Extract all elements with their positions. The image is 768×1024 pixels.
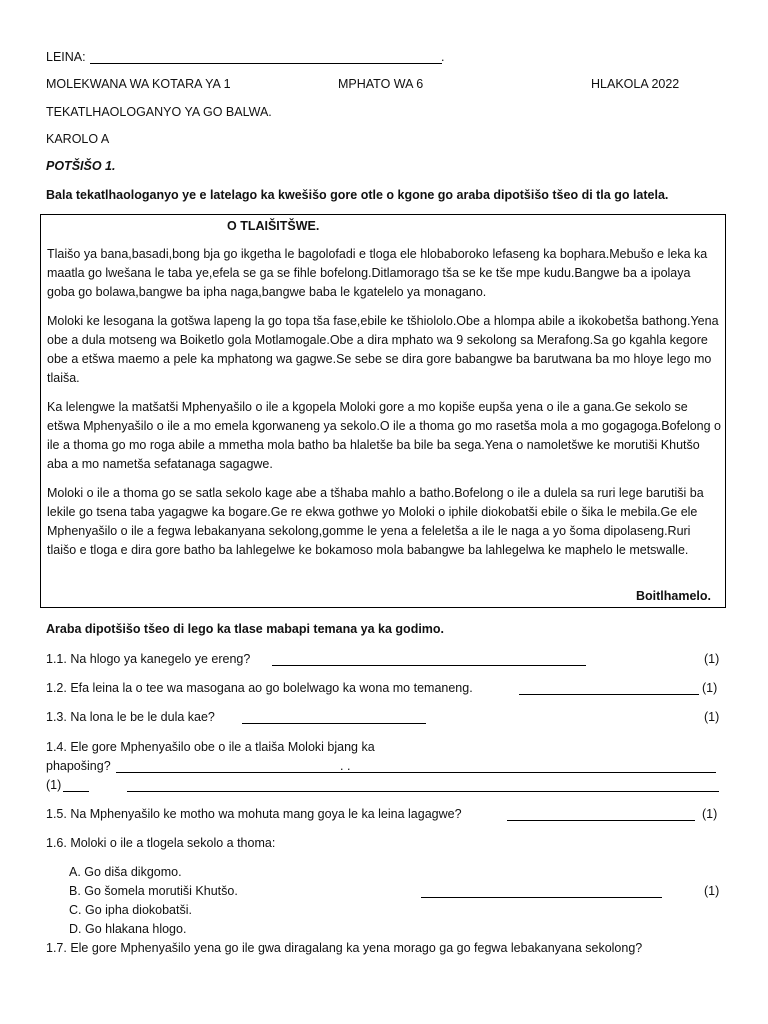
question-1-7: 1.7. Ele gore Mphenyašilo yena go ile gwa diragalang ka yena morago ga go fegwa lebakanyana sekolong? (46, 941, 643, 955)
passage-title: O TLAIŠITŠWE. (227, 219, 320, 233)
questions-intro: Araba dipotšišo tšeo di lego ka tlase mabapi temana ya ka godimo. (46, 622, 445, 636)
term-label: MOLEKWANA WA KOTARA YA 1 (46, 77, 231, 91)
section-label: KAROLO A (46, 132, 110, 146)
question-1-6: 1.6. Moloki o ile a tlogela sekolo a thoma: (46, 836, 276, 850)
answer-line-1-6[interactable] (421, 897, 662, 898)
answer-line-1-5[interactable] (507, 820, 695, 821)
passage-box (40, 214, 726, 608)
mark-1-4: (1) (46, 778, 62, 792)
subject-title: TEKATLHAOLOGANYO YA GO BALWA. (46, 105, 272, 119)
dots: . . (340, 759, 351, 773)
question-1-3: 1.3. Na lona le be le dula kae? (46, 710, 215, 724)
option-c[interactable]: C. Go ipha diokobatši. (69, 903, 192, 917)
year-label: HLAKOLA 2022 (591, 77, 680, 91)
question-1-2: 1.2. Efa leina la o tee wa masogana ao go bolelwago ka wona mo temaneng. (46, 681, 473, 695)
mark-1-3: (1) (704, 710, 720, 724)
answer-line-1-4b[interactable] (127, 791, 719, 792)
mark-1-1: (1) (704, 652, 720, 666)
option-a[interactable]: A. Go diša dikgomo. (69, 865, 182, 879)
option-d[interactable]: D. Go hlakana hlogo. (69, 922, 187, 936)
question-1-1: 1.1. Na hlogo ya kanegelo ye ereng? (46, 652, 251, 666)
name-field[interactable] (90, 63, 442, 64)
answer-line-1-3[interactable] (242, 723, 426, 724)
passage-paragraph: Ka lelengwe la matšatši Mphenyašilo o ile a kgopela Moloki gore a mo kopiše eupša yena o ile a gana.Ge sekolo se etšwa Mphenyašilo o ile a mo emela kgorwaneng ya sekolo.O ile a thoma go mo rasetša mola a mo gogagoga.Bofelong o ile a thoma go mo roga abile a mmetha mola batho ba hlaletše ba bile ba sega.Yena o namoletšwe ke morutiši Khutšo aba a mo nametša sefatanaga sagagwe. (47, 400, 721, 471)
grade-label: MPHATO WA 6 (338, 77, 424, 91)
mark-1-5: (1) (702, 807, 718, 821)
name-label: LEINA: (46, 50, 86, 64)
answer-line-1-2[interactable] (519, 694, 699, 695)
passage-paragraph: Moloki ke lesogana la gotšwa lapeng la go topa tša fase,ebile ke tšhiololo.Obe a hlompa abile a ikokobetša bathong.Yena obe a dula motseng wa Boiketlo gola Motlamogale.Obe a dira mphato wa 9 sekolong sa Merafong.Sa go kgahla kegore obe a etšwa maemo a pele ka mphatong wa gagwe.Se sebe se dira gore babangwe ba barutwana ba mo hloye lego mo tlaiša. (47, 314, 719, 385)
name-dot: . (441, 50, 445, 64)
option-b[interactable]: B. Go šomela morutiši Khutšo. (69, 884, 238, 898)
mark-1-2: (1) (702, 681, 718, 695)
instruction: Bala tekatlhaologanyo ye e latelago ka kwešišo gore otle o kgone go araba dipotšišo tšeo di tla go latela. (46, 188, 669, 202)
passage-paragraph: Tlaišo ya bana,basadi,bong bja go ikgetha le bagolofadi e tloga ele hlobaboroko lefaseng ka bophara.Mebušo e leka ka maatla go lwešana le taba ye,efela se ga se fihle bofelong.Ditlamorago tša se ke tše mpe kudu.Bangwe ba a ipolaya goba go bolawa,bangwe ba ipha naga,bangwe baba le kgatelelo ya monagano. (47, 247, 708, 299)
passage-paragraph: Moloki o ile a thoma go se satla sekolo kage abe a tšhaba mahlo a batho.Bofelong o ile a dulela sa ruri lege barutiši ba lekile go tsena taba yagagwe ka bogare.Ge re ekwa gothwe yo Moloki o iphile diokobatši ebile o šika le mebila.Ge ele Mphenyašilo o ile a fegwa lebakanyana sekolong,gomme le yena a feleletša a ile le naga a yo šoma dipolaseng.Ruri tlaišo e tloga e dira gore batho ba lahlegelwe ke bokamoso mola babangwe ba lahlegelwa ke maphelo le metswalle. (47, 486, 704, 557)
answer-line-1-1[interactable] (272, 665, 586, 666)
mark-underline (63, 791, 89, 792)
passage-source: Boitlhamelo. (635, 589, 711, 603)
question-1-5: 1.5. Na Mphenyašilo ke motho wa mohuta mang goya le ka leina lagagwe? (46, 807, 462, 821)
question-1-4: 1.4. Ele gore Mphenyašilo obe o ile a tlaiša Moloki bjang ka (46, 740, 375, 754)
answer-line-1-4a[interactable] (116, 772, 716, 773)
question-1-4-cont: phapošing? (46, 759, 111, 773)
mark-1-6: (1) (704, 884, 720, 898)
question-heading: POTŠIŠO 1. (46, 159, 116, 173)
